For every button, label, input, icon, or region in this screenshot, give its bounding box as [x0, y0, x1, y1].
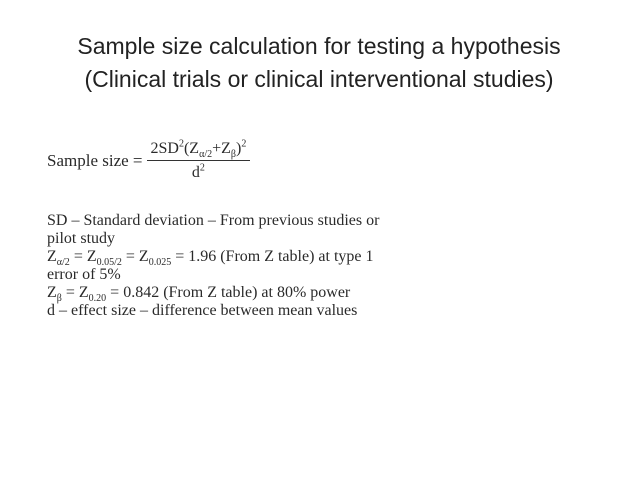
formula-lhs: Sample size = — [47, 151, 143, 170]
title-line-1: Sample size calculation for testing a hypothesis — [77, 33, 561, 59]
formula-numerator: $2SD^2(Z_{\alpha/2}+Z_\beta)^2$ — [150, 138, 247, 161]
formula-fraction — [147, 140, 251, 182]
def-z-beta: $Z_\beta = Z_{0.20} = 0.842$ (From Z table) at 80% power — [47, 284, 351, 305]
formula-denominator: $d^2$ — [191, 162, 205, 181]
def-sd-line-2: pilot study — [47, 230, 116, 247]
sample-size-formula — [47, 130, 507, 192]
definitions — [47, 212, 507, 320]
formula-image — [47, 130, 507, 320]
def-z-alpha: $Z_{\alpha/2} = Z_{0.05/2} = Z_{0.025} = 1.96$ (From Z table) at type 1 — [47, 248, 374, 269]
def-effect-size: d – effect size – difference between mean values — [47, 302, 358, 319]
def-z-alpha-line-2: error of 5% — [47, 266, 121, 283]
title-line-2: (Clinical trials or clinical interventional studies) — [84, 66, 554, 92]
def-sd-line-1: SD – Standard deviation – From previous studies or — [47, 212, 380, 229]
slide-title — [0, 30, 638, 96]
